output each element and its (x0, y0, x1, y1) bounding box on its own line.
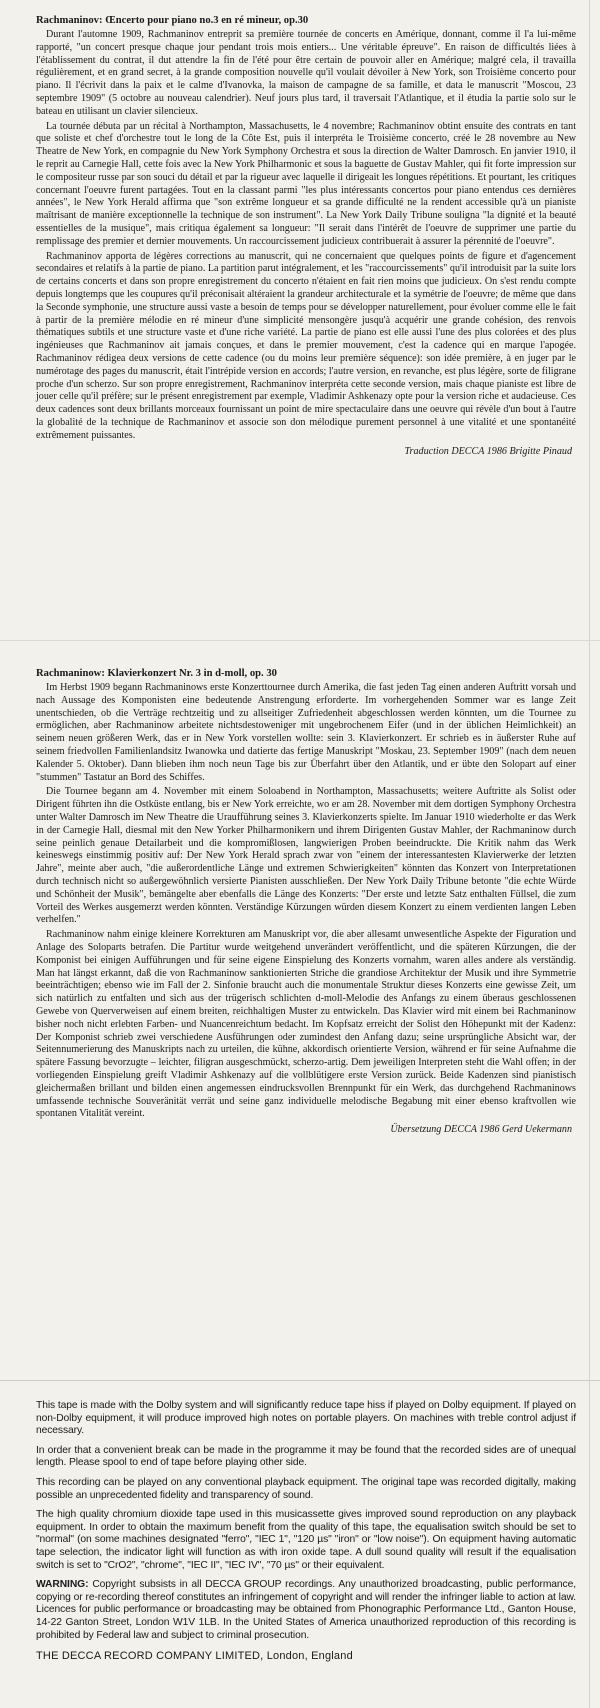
page-edge (589, 0, 590, 1708)
digital-recording-notice: This recording can be played on any conventional playback equipment. The original tape was recorded digitally, making possible an unprecedented fidelity and transparency of sound. (36, 1476, 576, 1501)
french-notes (36, 14, 576, 458)
fold-line (0, 640, 600, 641)
french-translation-credit: Traduction DECCA 1986 Brigitte Pinaud (404, 445, 572, 457)
copyright-warning (36, 1579, 576, 1642)
french-paragraph-2: La tournée débuta par un récital à Northampton, Massachusetts, le 4 novembre; Rachmaninov obtint ensuite des contrats en tant que soliste et chef d'orchestre tout le long de la Côte Est, puis il interpréta le Troisième concerto, créé le 28 novembre au New Theatre de New York, en compagnie du New York Symphony Orchestra et sous la direction de Walter Damrosch. En janvier 1910, il le reprit au Carnegie Hall, cette fois avec la New York Philharmonic et sous la baguette de Gustav Mahler, qui fit forte impression sur le compositeur russe par son souci du détail et par la rigueur avec laquelle il dirigeait les longues répétitions. Et pourtant, les critiques concernant l'oeuvre furent partagées. Tout en la classant parmi "les plus intéressants concertos pour piano entendus ces dernières années", le New York Herald affirma que "son extrême longueur et sa grande difficulté ne la rendent accessible qu'à un pianiste maîtrisant de manière exceptionnelle la technique de son instrument". La New York Daily Tribune souligna "la dignité et la beauté essentielles de la musique", mais critiqua également sa longueur: "Il serait dans l'intérêt de l'oeuvre de supprimer une partie du remplissage des premier et dernier mouvements. Un raccourcissement judicieux contribuerait à assurer la pérennité de l'oeuvre". (36, 120, 576, 247)
dolby-notice: This tape is made with the Dolby system and will significantly reduce tape hiss if played on Dolby equipment. If played on non-Dolby equipment, it will produce improved high notes on portable players. On machines with treble control adjust if necessary. (36, 1400, 576, 1437)
german-paragraph-2: Die Tournee begann am 4. November mit einem Soloabend in Northampton, Massachusetts; weitere Auftritte als Solist oder Dirigent führten ihn die Ostküste entlang, bis er New York erreichte, wo er am 28. November mit dem dortigen Symphony Orchestra unter Walter Damrosch im New Theatre die Uraufführung seines 3. Klavierkonzerts spielte. Im Januar 1910 wiederholte er das Werk in der Carnegie Hall, diesmal mit den New Yorker Philharmonikern und ihrem Dirigenten Gustav Mahler, der Rachmaninow durch seine peinlich genaue Detailarbeit und die kompromißlosen, langwierigen Proben beeindruckte. Die Kritik nahm das Werk keineswegs einstimmig positiv auf: Der New York Herald sprach zwar von "einem der interessantesten Klavierwerke der letzten Jahre", meinte aber auch, "die außerordentliche Länge und extremen Schwierigkeiten" könnten das Konzert von Interpretationen durch technisch nicht so außergewöhnlich versierte Pianisten ausschließen. Der New York Daily Tribune betonte "die echte Würde und Schönheit der Musik", bemängelte aber ebenfalls die Länge des Konzerts: "Der erste und letzte Satz enthalten Füllsel, die zum Vorteil des Werkes ausgemerzt werden könnten. Verständige Kürzungen würden diesem Konzert zu einem verdienten langen Leben verhelfen." (36, 786, 576, 926)
german-paragraph-3: Rachmaninow nahm einige kleinere Korrekturen am Manuskript vor, die aber allesamt unwesentliche Aspekte der Figuration und Anlage des Soloparts betrafen. Die Partitur wurde weitgehend unverändert veröffentlicht, und die späteren Kürzungen, die der Komponist bei einigen Aufführungen und für seine eigene Einspielung des Konzerts vornahm, waren alles andere als verständig. Man hat längst erkannt, daß die von Rachmaninow sanktionierten Striche die grandiose Architektur der Musik und ihre Symmetrie beeinträchtigen; ebenso wie im Fall der 2. Sinfonie braucht auch die monumentale Struktur dieses Konzerts eine gewisse Zeit, um sich natürlich zu entfalten und sich aus der trügerisch schlichten d-moll-Melodie des Anfangs zu einem überaus geschlossenen Gewebe von Querverweisen auf einem breiten, reichhaltigen Muster zu entwickeln. Das Klavier wird mit einem bei Rachmaninow bisher noch nicht erlebten Farben- und Nuancenreichtum bedacht. Im Kopfsatz erreicht der Solist den Höhepunkt mit der Kadenz: Der Komponist schrieb zwei verschiedene Ausführungen oder zumindest den Anfang dazu; seine ursprüngliche Absicht war, der Seitennumerierung des Manuskripts nach zu urteilen, die kühne, akkordisch orientierte Version, während er für seine Aufnahme die spätere Fassung bevorzugte – leichter, filigran ausgeschmückt, scherzo-artig. Dem jeweiligen Interpreten steht die Wahl offen; in der vorliegenden Einspielung greift Vladimir Ashkenazy auf die vollblütigere erste Version zurück. Beide Kadenzen sind pianistisch gleichermaßen brillant und bilden einen angemessen eindrucksvollen Brennpunkt für ein Werk, das durchgehend Rachmaninows umfassende technische Souveränität verrät und seine ganz individuelle melodische Begabung mit einer ebenso kraftvollen wie spontanen Vitalität vereint. (36, 929, 576, 1120)
fold-line (0, 1380, 600, 1381)
french-paragraph-3: Rachmaninov apporta de légères corrections au manuscrit, qui ne concernaient que quelques points de figure et d'agencement secondaires et relatifs à la partie de piano. La partition parut intégralement, et les "raccourcissements" qu'il introduisit par la suite lors de certains concerts et dans son propre enregistrement du concerto n'étaient en fait rien moins que judicieux. On s'est rendu compte depuis longtemps que les coupures qu'il préconisait altéraient la grandeur architecturale et la symétrie de l'oeuvre; de même que dans la Seconde symphonie, une structure aussi vaste a besoin de temps pour se développer naturellement, pour évoluer comme elle le fait à partir de la première mélodie en ré mineur d'une simplicité mensongère jusqu'à acquérir une grande cohésion, des renvois thématiques subtils et une structure vaste et d'une riche variété. La partie de piano est elle aussi l'une des plus colorées et des plus ingénieuses que Rachmaninov ait jamais conçues, et dans le premier mouvement, c'est la cadence qui en marque l'apogée. Rachmaninov rédigea deux versions de cette cadence (ou du moins leur première séquence): son idée première, à en juger par le numérotage des pages du manuscrit, était l'intrépide version en accords; l'autre version, en revanche, est plus légère, sorte de filigrane proche d'un scherzo. Sur son propre enregistrement, Rachmaninov interpréta cette seconde version, mais chaque pianiste est libre de jouer celle qu'il préfère; sur le présent enregistrement par exemple, Vladimir Ashkenazy opte pour la version riche et audacieuse. Ces deux cadences sont deux brillants morceaux fournissant un point de mire spectaculaire dans une oeuvre qui révèle d'un bout à l'autre la globalité de la technique de Rachmaninov et associe son don mélodique purement personnel à une vitalité et une spontanéité extrêmement puissantes. (36, 250, 576, 441)
warning-label: WARNING: (36, 1579, 89, 1591)
german-notes (36, 667, 576, 1136)
chromium-tape-notice: The high quality chromium dioxide tape used in this musicassette gives improved sound reproduction on any playback equipment. In order to obtain the maximum benefit from the quality of this tape, the equalisation switch should be set to "normal" (on some machines designated "ferro", "IEC 1", "120 µs" "iron" or "low noise"). On equipment having automatic tape selection, the indicator light will function as with iron oxide tape. A dull sound quality will result if the equalisation switch is set to "CrO2", "chrome", "IEC II", "IEC IV", "70 µs" or their equivalent. (36, 1509, 576, 1571)
warning-text: Copyright subsists in all DECCA GROUP recordings. Any unauthorized broadcasting, public performance, copying or re-recording thereof constitutes an infringement of copyright and will render the infringer liable to action at law. Licences for public performance or broadcasting may be obtained from Phonographic Performance Ltd., Ganton House, 14-22 Ganton Street, London W1V 1LB. In the United States of America unauthorized reproduction of this recording is prohibited by Federal law and subject to criminal prosecution. (36, 1579, 576, 1641)
english-notices (36, 1400, 576, 1663)
german-title: Rachmaninow: Klavierkonzert Nr. 3 in d-moll, op. 30 (36, 668, 277, 679)
german-paragraph-1: Im Herbst 1909 begann Rachmaninows erste Konzerttournee durch Amerika, die fast jeden Tag einen anderen Auftritt vorsah und nach Aussage des Komponisten eine bedeutende Anstrengung erforderte. Im vorhergehenden Sommer war es lange Zeit unentschieden, ob die Verträge rechtzeitig und zu allseitiger Zufriedenheit abgeschlossen werden könnten, um die Tournee zu ermöglichen, aber Rachmaninow arbeitete nichtsdestoweniger mit ungebrochenem Eifer (und in der üblichen Heimlichkeit) an seinem neuen größeren Werk, das er in New York vorstellen wollte: sein 3. Klavierkonzert. Er schrieb es in äußerster Ruhe auf seinem friedvollen Familienlandsitz Iwanowka und datierte das fertige Manuskript "Moskau, 23. September 1909" (nach dem neuen Kalender 5. Oktober). Dann blieben ihm noch neun Tage bis zur Überfahrt über den Atlantik, und er übte den Solopart auf einer "stummen" Tastatur an Bord des Schiffes. (36, 682, 576, 783)
french-title: Rachmaninov: Œncerto pour piano no.3 en ré mineur, op.30 (36, 15, 309, 26)
side-length-notice: In order that a convenient break can be made in the programme it may be found that the recorded sides are of unequal length. Please spool to end of tape before playing other side. (36, 1444, 576, 1469)
company-name: THE DECCA RECORD COMPANY LIMITED, London, England (36, 1650, 353, 1663)
french-paragraph-1: Durant l'automne 1909, Rachmaninov entreprit sa première tournée de concerts en Amérique, donnant, comme il l'a lui-même rapporté, "un concert presque chaque jour pendant trois mois entiers... Une véritable épreuve". En raison de difficultés liées à l'établissement du contrat, il dut attendre la fin de l'été pour être certain de pouvoir aller en Amérique; malgré cela, il travailla régulièrement, et en grand secret, à la grande composition nouvelle qu'il voulait dévoiler à New York, son Troisième concerto pour piano. Il l'écrivit dans la paix et le calme d'Ivanovka, la maison de campagne de sa famille, et data le manuscrit "Moscou, 23 septembre 1909" (5 octobre au nouveau calendrier). Neuf jours plus tard, il traversait l'Atlantique, et il étudia la partie solo sur le bateau en utilisant un clavier silencieux. (36, 29, 576, 117)
german-translation-credit: Übersetzung DECCA 1986 Gerd Uekermann (390, 1124, 572, 1136)
